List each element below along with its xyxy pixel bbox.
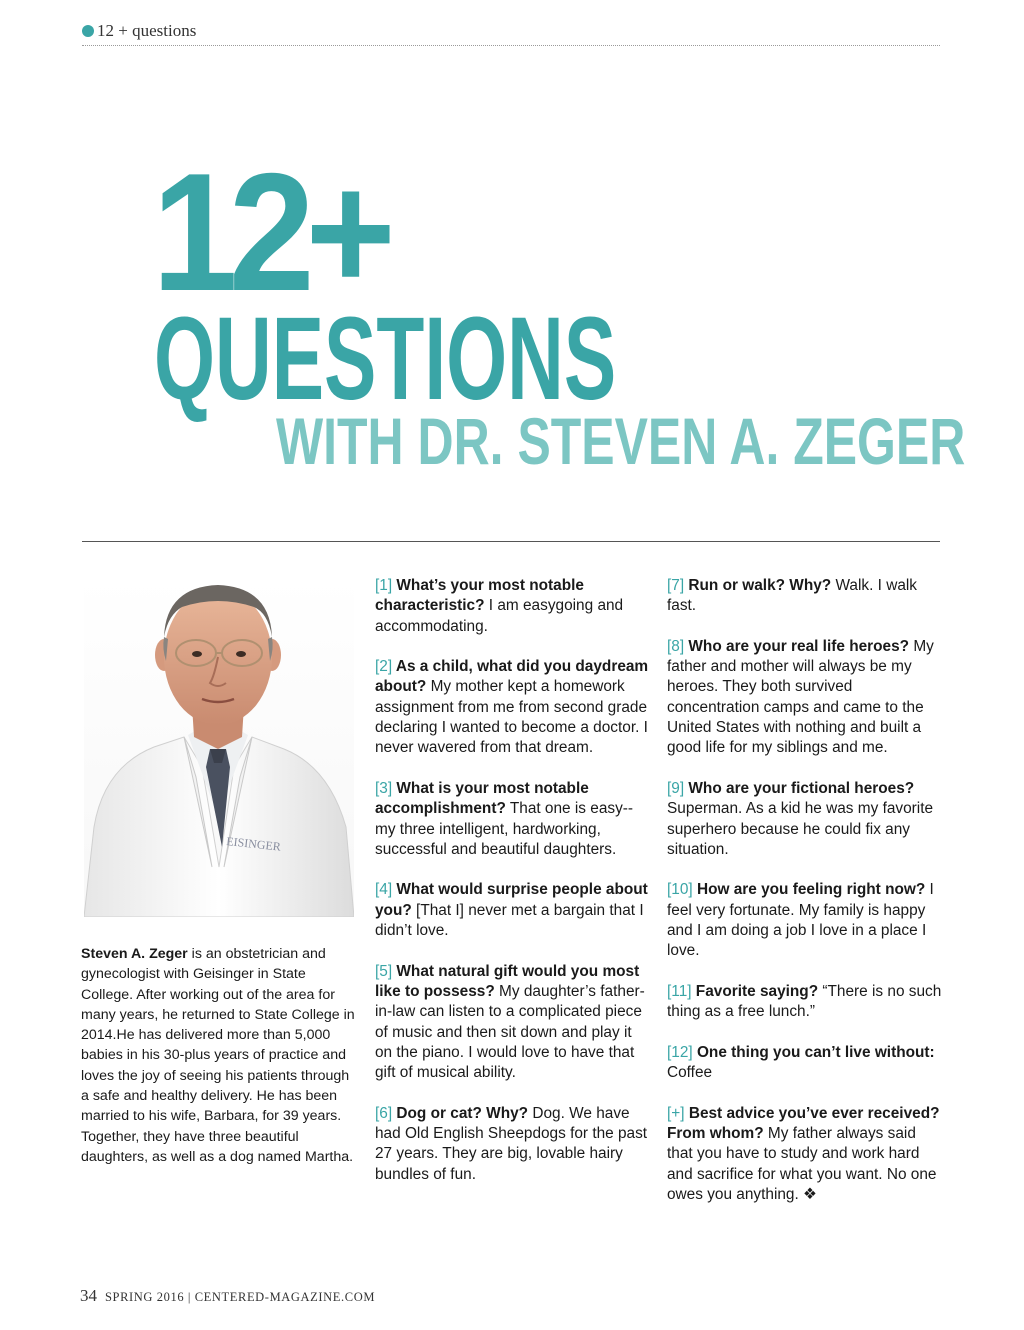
issue-info: SPRING 2016 | CENTERED-MAGAZINE.COM bbox=[105, 1290, 376, 1304]
questions-column-2 bbox=[667, 576, 942, 1226]
qa-item: [2] As a child, what did you daydream about? My mother kept a homework assignment from me from second grade declaring I wanted to become a doctor. I never wavered from that dream. bbox=[375, 658, 649, 757]
bullet-dot-icon bbox=[82, 25, 94, 37]
qa-item: [7] Run or walk? Why? Walk. I walk fast. bbox=[667, 577, 918, 615]
bio-paragraph bbox=[81, 944, 356, 1167]
doctor-portrait-illustration bbox=[84, 577, 354, 917]
qa-item: [8] Who are your real life heroes? My father and mother will always be my heroes. They both survived concentration camps and came to the United States with nothing and built a good life for my siblings and me. bbox=[667, 637, 934, 757]
portrait-photo bbox=[84, 577, 354, 917]
page-footer bbox=[80, 1286, 375, 1306]
running-header bbox=[82, 20, 940, 46]
divider-rule bbox=[82, 541, 940, 542]
title-number: 12+ bbox=[152, 138, 387, 326]
qa-item: [5] What natural gift would you most like to possess? My daughter’s father-in-law can listen to a complicated piece of music and then sit down and play it on the piano. I would love to have that gift of musical ability. bbox=[375, 962, 645, 1082]
coat-embroidery: EISINGER bbox=[225, 834, 282, 854]
page-number: 34 bbox=[80, 1286, 97, 1305]
qa-item: [10] How are you feeling right now? I feel very fortunate. My family is happy and I am doing a job I love in a place I love. bbox=[667, 881, 934, 960]
qa-item: [9] Who are your fictional heroes? Superman. As a kid he was my favorite superhero because he could fix any situation. bbox=[667, 779, 934, 858]
section-label: 12 + questions bbox=[97, 21, 197, 40]
title-word: QUESTIONS bbox=[154, 293, 617, 425]
bio-text: is an obstetrician and gynecologist with Geisinger in State College. After working out of the area for many years, he returned to State College in 2014.He has delivered more than 5,000 babies in his 30-plus years of practice and loves the joy of seeing his patients through a safe and healthy delivery. He has been married to his wife, Barbara, for 39 years. Together, they have three beautiful daughters, as well as a dog named Martha. bbox=[81, 946, 355, 1165]
qa-item: [6] Dog or cat? Why? Dog. We have had Old English Sheepdogs for the past 27 years. They are big, lovable hairy bundles of fun. bbox=[375, 1104, 648, 1183]
qa-item: [4] What would surprise people about you? [That I] never met a bargain that I didn’t love. bbox=[375, 881, 648, 940]
questions-column-1 bbox=[375, 576, 650, 1205]
bio-name: Steven A. Zeger bbox=[81, 946, 188, 962]
qa-item: [12] One thing you can’t live without: Coffee bbox=[667, 1043, 935, 1082]
title-subtitle: WITH DR. STEVEN A. ZEGER bbox=[276, 404, 966, 478]
qa-item: [3] What is your most notable accomplishment? That one is easy--my three intelligent, hardworking, successful and beautiful daughters. bbox=[375, 779, 634, 858]
qa-item: [+] Best advice you’ve ever received? From whom? My father always said that you have to study and work hard and sacrifice for what you want. No one owes you anything. ❖ bbox=[667, 1104, 940, 1203]
qa-item: [11] Favorite saying? “There is no such thing as a free lunch.” bbox=[667, 982, 942, 1021]
qa-item: [1] What’s your most notable characteristic? I am easygoing and accommodating. bbox=[375, 577, 624, 635]
